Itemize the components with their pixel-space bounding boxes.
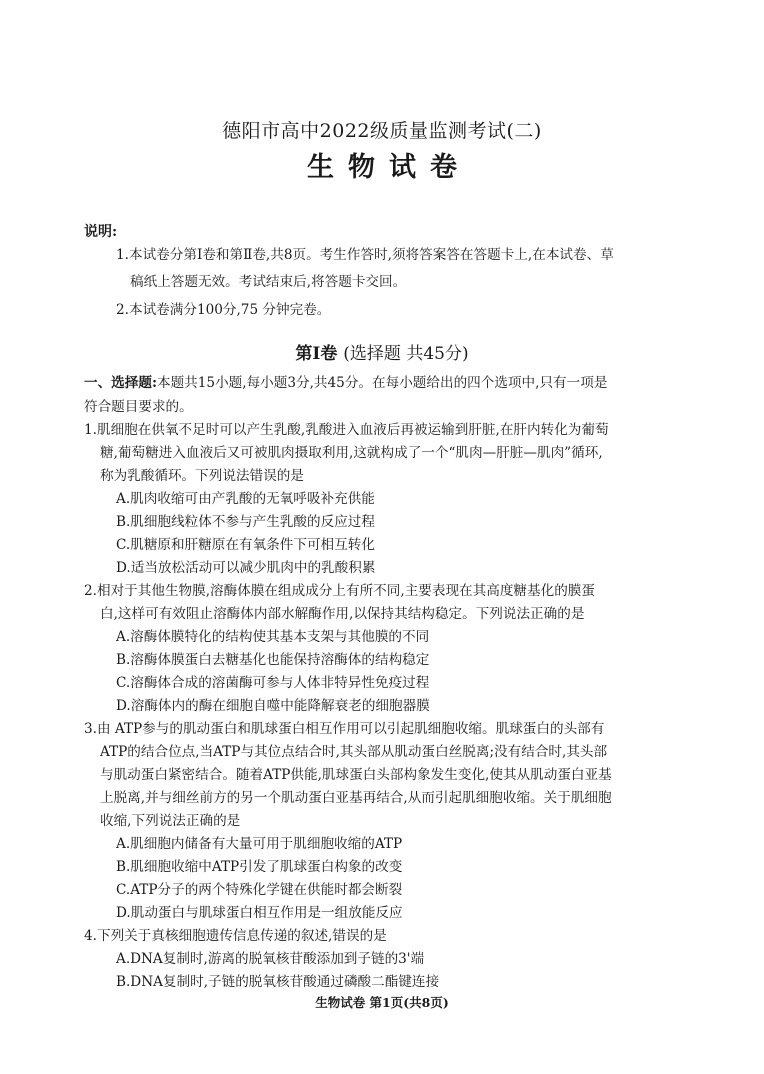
question-1-option-d: D.适当放松活动可以减少肌肉中的乳酸积累 bbox=[116, 560, 376, 576]
section-title-sub: (选择题 共45分) bbox=[343, 344, 469, 364]
question-4-stem-line-1: 4.下列关于真核细胞遗传信息传递的叙述,错误的是 bbox=[84, 928, 387, 944]
question-4-option-b: B.DNA复制时,子链的脱氧核苷酸通过磷酸二酯键连接 bbox=[116, 974, 440, 990]
note-item-2: 2.本试卷满分100分,75 分钟完卷。 bbox=[116, 302, 331, 318]
section-title bbox=[0, 339, 764, 364]
question-1-stem-line-2: 糖,葡萄糖进入血液后又可被肌肉摄取利用,这就构成了一个“肌肉—肝脏—肌肉”循环, bbox=[100, 445, 603, 461]
question-3-option-a: A.肌细胞内储备有大量可用于肌细胞收缩的ATP bbox=[116, 836, 403, 852]
question-1-stem-line-1: 1.肌细胞在供氧不足时可以产生乳酸,乳酸进入血液后再被运输到肝脏,在肝内转化为葡萄 bbox=[84, 422, 609, 438]
section-instructions-line-2: 符合题目要求的。 bbox=[84, 399, 193, 415]
question-3-option-d: D.肌动蛋白与肌球蛋白相互作用是一组放能反应 bbox=[116, 905, 403, 921]
section-instructions-line-1 bbox=[84, 373, 607, 393]
question-2-option-b: B.溶酶体膜蛋白去糖基化也能保持溶酶体的结构稳定 bbox=[116, 652, 430, 668]
exam-title: 德阳市高中2022级质量监测考试(二) bbox=[222, 120, 542, 142]
page-footer: 生物试卷 第1页(共8页) bbox=[315, 995, 449, 1010]
question-3-stem-line-1: 3.由 ATP参与的肌动蛋白和肌球蛋白相互作用可以引起肌细胞收缩。肌球蛋白的头部有 bbox=[84, 721, 605, 737]
question-1-option-b: B.肌细胞线粒体不参与产生乳酸的反应过程 bbox=[116, 514, 375, 530]
question-1-option-c: C.肌糖原和肝糖原在有氧条件下可相互转化 bbox=[116, 537, 375, 553]
question-1-option-a: A.肌肉收缩可由产乳酸的无氧呼吸补充供能 bbox=[116, 491, 375, 507]
instructions-label: 一、选择题: bbox=[84, 375, 157, 391]
note-item-1-line-1: 1.本试卷分第Ⅰ卷和第Ⅱ卷,共8页。考生作答时,须将答案答在答题卡上,在本试卷、草 bbox=[116, 247, 614, 263]
question-3-stem-line-2: ATP的结合位点,当ATP与其位点结合时,其头部从肌动蛋白丝脱离;没有结合时,其头部 bbox=[100, 744, 608, 760]
question-2-option-c: C.溶酶体合成的溶菌酶可参与人体非特异性免疫过程 bbox=[116, 675, 430, 691]
question-3-stem-line-3: 与肌动蛋白紧密结合。随着ATP供能,肌球蛋白头部构象发生变化,使其从肌动蛋白亚基 bbox=[100, 767, 612, 783]
note-item-1-line-2: 稿纸上答题无效。考试结束后,将答题卡交回。 bbox=[130, 274, 407, 290]
subject-title: 生物试卷 bbox=[307, 152, 471, 183]
question-1-stem-line-3: 称为乳酸循环。下列说法错误的是 bbox=[100, 468, 304, 484]
question-2-option-d: D.溶酶体内的酶在细胞自噬中能降解衰老的细胞器膜 bbox=[116, 698, 430, 714]
question-2-stem-line-1: 2.相对于其他生物膜,溶酶体膜在组成成分上有所不同,主要表现在其高度糖基化的膜蛋 bbox=[84, 583, 595, 599]
question-2-stem-line-2: 白,这样可有效阻止溶酶体内部水解酶作用,以保持其结构稳定。下列说法正确的是 bbox=[100, 606, 585, 622]
question-3-option-c: C.ATP分子的两个特殊化学键在供能时都会断裂 bbox=[116, 882, 403, 898]
question-2-option-a: A.溶酶体膜特化的结构使其基本支架与其他膜的不同 bbox=[116, 629, 430, 645]
question-4-option-a: A.DNA复制时,游离的脱氧核苷酸添加到子链的3'端 bbox=[116, 951, 425, 967]
question-3-stem-line-4: 上脱离,并与细丝前方的另一个肌动蛋白亚基再结合,从而引起肌细胞收缩。关于肌细胞 bbox=[100, 790, 612, 806]
question-3-stem-line-5: 收缩,下列说法正确的是 bbox=[100, 813, 241, 829]
instructions-text: 本题共15小题,每小题3分,共45分。在每小题给出的四个选项中,只有一项是 bbox=[157, 375, 608, 391]
section-title-main: 第Ⅰ卷 bbox=[295, 344, 338, 364]
question-3-option-b: B.肌细胞收缩中ATP引发了肌球蛋白构象的改变 bbox=[116, 859, 403, 875]
notes-heading: 说明: bbox=[84, 224, 118, 240]
